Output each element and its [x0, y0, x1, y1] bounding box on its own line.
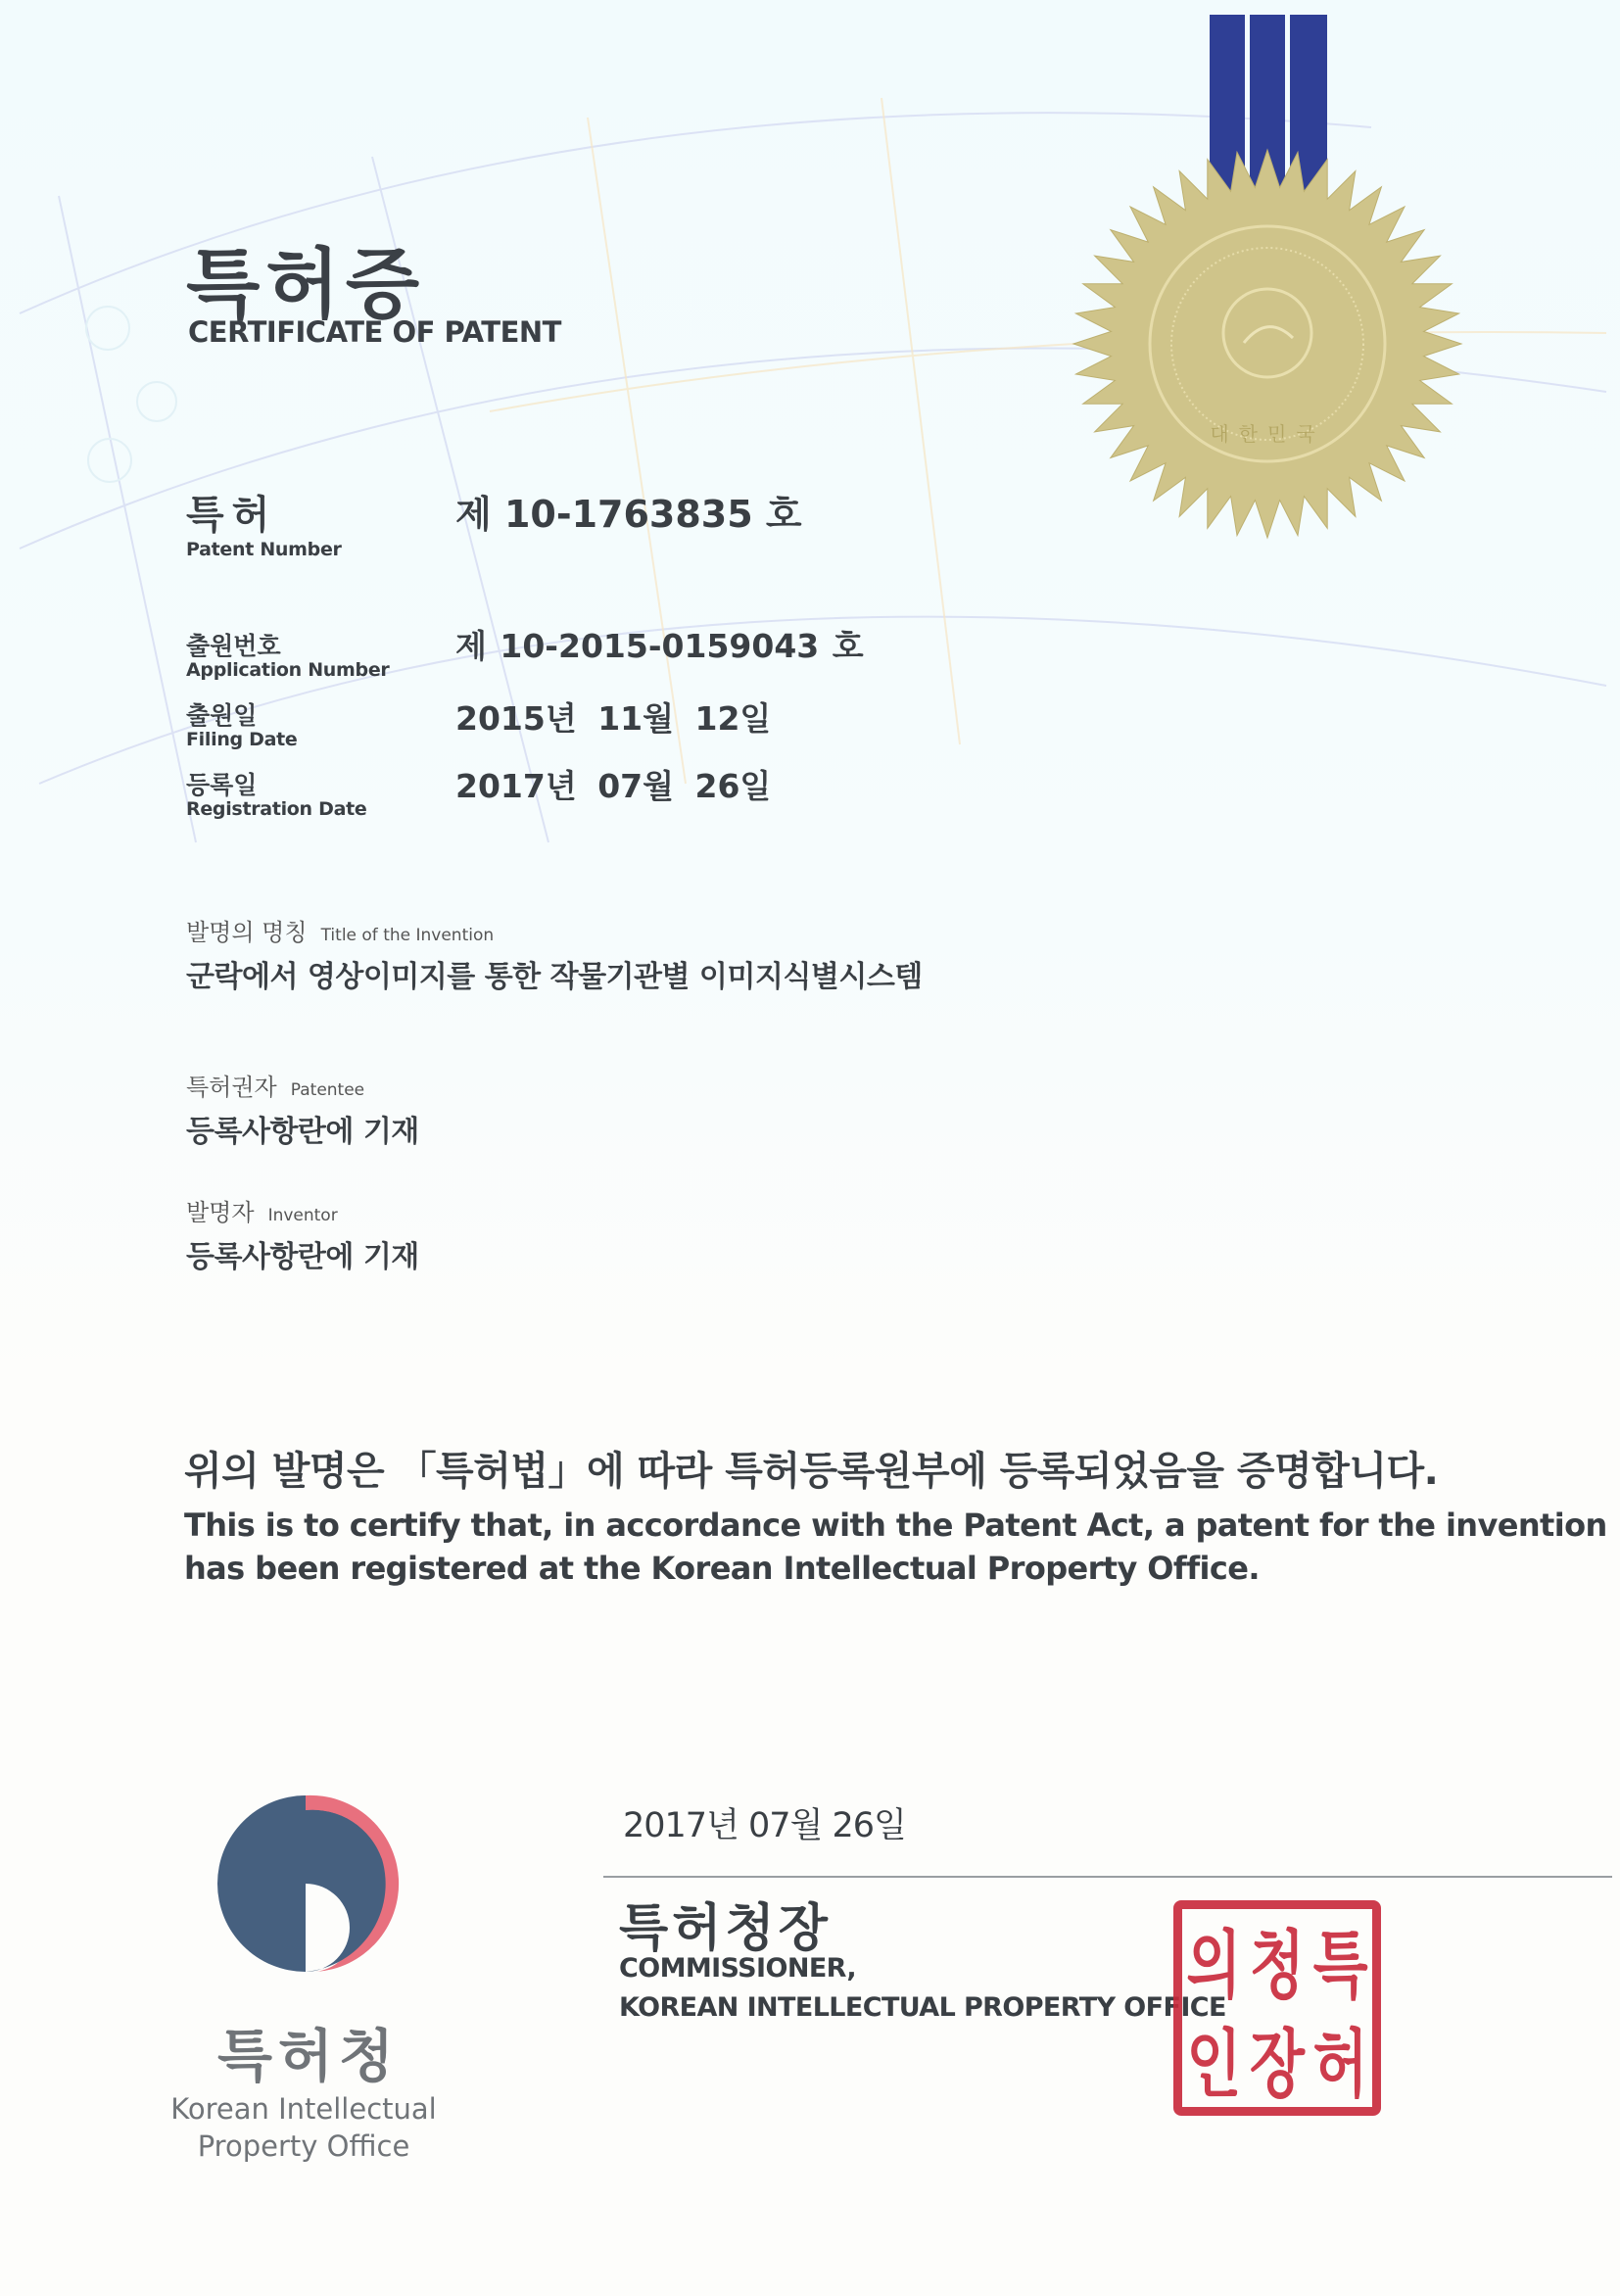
registration-date-value: 2017년 07월 26일	[455, 761, 771, 807]
filing-date-value: 2015년 11월 12일	[455, 694, 771, 740]
invention-title-label	[186, 913, 494, 947]
application-number-value: 제 10-2015-0159043 호	[455, 621, 864, 667]
stamp-glyph: 장	[1246, 1993, 1310, 2122]
gold-seal-star	[1073, 150, 1461, 538]
taegeuk-logo-icon	[208, 1791, 404, 1977]
patent-number-label: 특허	[186, 484, 277, 540]
kipo-name-ko: 특허청	[217, 2010, 400, 2092]
patent-number-value: 제 10-1763835 호	[455, 484, 802, 538]
patent-number-label-en: Patent Number	[186, 539, 342, 560]
patentee-label-en: Patentee	[291, 1080, 364, 1100]
commissioner-title-en-line2: KOREAN INTELLECTUAL PROPERTY OFFICE	[619, 1992, 1226, 2023]
official-red-stamp	[1173, 1900, 1381, 2116]
invention-title-label-ko: 발명의 명칭	[186, 919, 308, 946]
certification-text-en-line1: This is to certify that, in accordance with the Patent Act, a patent for the invention	[184, 1507, 1607, 1544]
patentee-label	[186, 1068, 364, 1102]
inventor-label-ko: 발명자	[186, 1199, 255, 1226]
registration-date-label-en: Registration Date	[186, 798, 366, 820]
filing-date-label: 출원일	[186, 696, 257, 732]
stamp-glyph: 청	[1246, 1894, 1310, 2023]
commissioner-title-en-line1: COMMISSIONER,	[619, 1953, 856, 1984]
signature-divider	[603, 1876, 1612, 1878]
stamp-glyph: 의	[1182, 1894, 1246, 2023]
page-subtitle: CERTIFICATE OF PATENT	[188, 315, 561, 349]
kipo-name-en-line1: Korean Intellectual	[157, 2092, 451, 2126]
inventor-label-en: Inventor	[268, 1206, 338, 1225]
gold-seal-with-ribbon	[1058, 0, 1606, 627]
application-number-label-en: Application Number	[186, 659, 390, 681]
page-title: 특허증	[186, 223, 425, 333]
stamp-glyph: 특	[1309, 1894, 1372, 2023]
filing-date-label-en: Filing Date	[186, 729, 298, 750]
issue-date: 2017년 07월 26일	[623, 1798, 906, 1847]
certification-text-ko: 위의 발명은 「특허법」에 따라 특허등록원부에 등록되었음을 증명합니다.	[184, 1440, 1438, 1496]
patentee-value: 등록사항란에 기재	[186, 1107, 419, 1150]
patentee-label-ko: 특허권자	[186, 1074, 277, 1101]
invention-title-label-en: Title of the Invention	[321, 926, 495, 945]
application-number-label: 출원번호	[186, 627, 281, 662]
registration-date-label: 등록일	[186, 766, 257, 801]
commissioner-title-ko: 특허청장	[619, 1887, 832, 1960]
stamp-glyph: 허	[1309, 1993, 1372, 2122]
kipo-name-en-line2: Property Office	[157, 2129, 451, 2163]
inventor-label	[186, 1193, 338, 1227]
stamp-glyph: 인	[1182, 1993, 1246, 2122]
inventor-value: 등록사항란에 기재	[186, 1232, 419, 1275]
certification-text-en-line2: has been registered at the Korean Intellectual Property Office.	[184, 1550, 1260, 1587]
seal-text: 대한민국	[1210, 422, 1324, 446]
invention-title-value: 군락에서 영상이미지를 통한 작물기관별 이미지식별시스템	[186, 952, 923, 995]
